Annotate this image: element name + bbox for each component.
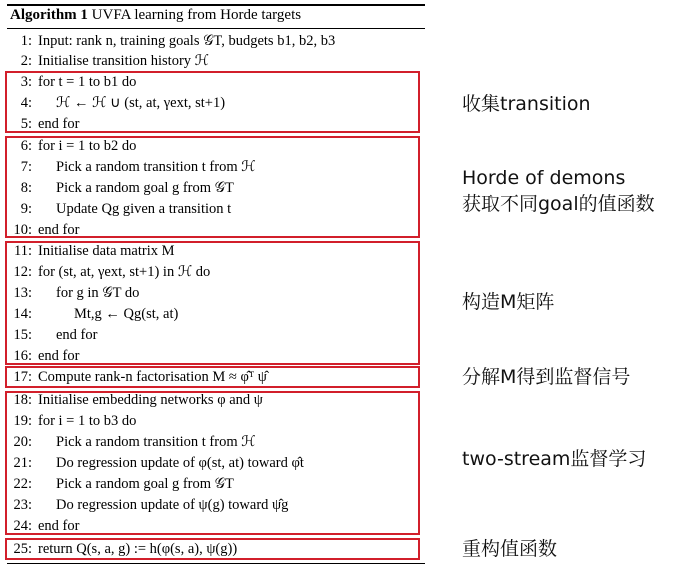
line-text: Compute rank-n factorisation M ≈ φ̂ᵀ ψ̂ xyxy=(38,369,267,385)
algo-line-16 xyxy=(8,346,79,366)
line-text: Initialise transition history ℋ xyxy=(38,53,209,69)
line-text: Pick a random transition t from ℋ xyxy=(56,159,256,175)
top-rule xyxy=(7,4,425,6)
line-text: Pick a random goal g from 𝒢T xyxy=(56,180,234,196)
algo-line-2 xyxy=(8,51,209,71)
line-text: end for xyxy=(38,116,80,132)
line-number: 4: xyxy=(20,95,32,111)
line-number: 10: xyxy=(13,222,32,238)
line-number: 18: xyxy=(13,392,32,408)
line-text: for i = 1 to b2 do xyxy=(38,138,137,154)
algo-line-5 xyxy=(8,114,79,134)
line-number: 14: xyxy=(13,306,32,322)
line-number: 11: xyxy=(14,243,32,259)
line-text: Pick a random goal g from 𝒢T xyxy=(56,476,234,492)
line-text: end for xyxy=(38,222,80,238)
line-number: 21: xyxy=(13,455,32,471)
line-number: 19: xyxy=(13,413,32,429)
annotation-two-stream: two-stream监督学习 xyxy=(462,448,647,470)
bottom-rule xyxy=(7,563,425,564)
line-number: 15: xyxy=(13,327,32,343)
line-number: 7: xyxy=(20,159,32,175)
line-number: 6: xyxy=(20,138,32,154)
annotation-reconstruct: 重构值函数 xyxy=(462,538,558,560)
algo-line-9 xyxy=(8,199,231,219)
line-text: Update Qg given a transition t xyxy=(56,201,232,217)
algo-line-22 xyxy=(8,474,234,494)
line-text: for (st, at, γext, st+1) in ℋ do xyxy=(38,264,211,280)
algo-line-3 xyxy=(8,72,136,92)
algo-line-19 xyxy=(8,411,136,431)
algo-line-25 xyxy=(8,539,237,559)
line-text: Initialise data matrix M xyxy=(38,243,175,259)
line-text: Do regression update of φ(st, at) toward φ̂t xyxy=(56,455,304,471)
line-number: 1: xyxy=(20,33,32,49)
line-number: 23: xyxy=(13,497,32,513)
algo-line-7 xyxy=(8,157,256,177)
line-text: for g in 𝒢T do xyxy=(56,285,140,301)
line-number: 12: xyxy=(13,264,32,280)
algo-line-15 xyxy=(8,325,97,345)
algo-line-13 xyxy=(8,283,139,303)
line-number: 13: xyxy=(13,285,32,301)
algorithm-title-text: UVFA learning from Horde targets xyxy=(91,7,302,23)
algorithm-title xyxy=(10,7,301,24)
title-rule xyxy=(7,28,425,29)
line-number: 25: xyxy=(13,541,32,557)
algorithm-label: Algorithm 1 xyxy=(10,7,88,23)
line-number: 5: xyxy=(20,116,32,132)
line-text: end for xyxy=(38,518,80,534)
line-number: 3: xyxy=(20,74,32,90)
algo-line-21 xyxy=(8,453,304,473)
algo-line-8 xyxy=(8,178,234,198)
line-text: for i = 1 to b3 do xyxy=(38,413,137,429)
line-number: 17: xyxy=(13,369,32,385)
line-text: Pick a random transition t from ℋ xyxy=(56,434,256,450)
algo-line-6 xyxy=(8,136,136,156)
line-number: 2: xyxy=(20,53,32,69)
line-text: for t = 1 to b1 do xyxy=(38,74,137,90)
algo-line-18 xyxy=(8,390,263,410)
annotation-horde-title: Horde of demons xyxy=(462,167,626,189)
line-number: 20: xyxy=(13,434,32,450)
annotation-horde-desc: 获取不同goal的值函数 xyxy=(462,193,655,215)
algo-line-1 xyxy=(8,31,335,51)
line-number: 8: xyxy=(20,180,32,196)
line-text: end for xyxy=(56,327,98,343)
algo-line-10 xyxy=(8,220,79,240)
line-text: Do regression update of ψ(g) toward ψ̂g xyxy=(56,497,289,513)
algo-line-12 xyxy=(8,262,210,282)
algo-line-14 xyxy=(8,304,178,324)
line-text: Input: rank n, training goals 𝒢T, budgets b1, b2, b3 xyxy=(38,33,336,49)
algo-line-11 xyxy=(8,241,175,261)
algo-line-23 xyxy=(8,495,288,515)
line-number: 24: xyxy=(13,518,32,534)
annotation-construct: 构造M矩阵 xyxy=(462,291,555,313)
annotation-decompose: 分解M得到监督信号 xyxy=(462,366,631,388)
line-text: return Q(s, a, g) := h(φ(s, a), ψ(g)) xyxy=(38,541,238,557)
line-number: 22: xyxy=(13,476,32,492)
algo-line-4 xyxy=(8,93,225,113)
line-text: end for xyxy=(38,348,80,364)
line-text: ℋ ← ℋ ∪ (st, at, γext, st+1) xyxy=(56,95,226,111)
line-number: 9: xyxy=(20,201,32,217)
algo-line-17 xyxy=(8,367,267,387)
line-text: Mt,g ← Qg(st, at) xyxy=(74,306,179,322)
annotation-collect: 收集transition xyxy=(462,93,591,115)
line-text: Initialise embedding networks φ and ψ xyxy=(38,392,263,408)
line-number: 16: xyxy=(13,348,32,364)
algo-line-20 xyxy=(8,432,256,452)
algo-line-24 xyxy=(8,516,79,536)
